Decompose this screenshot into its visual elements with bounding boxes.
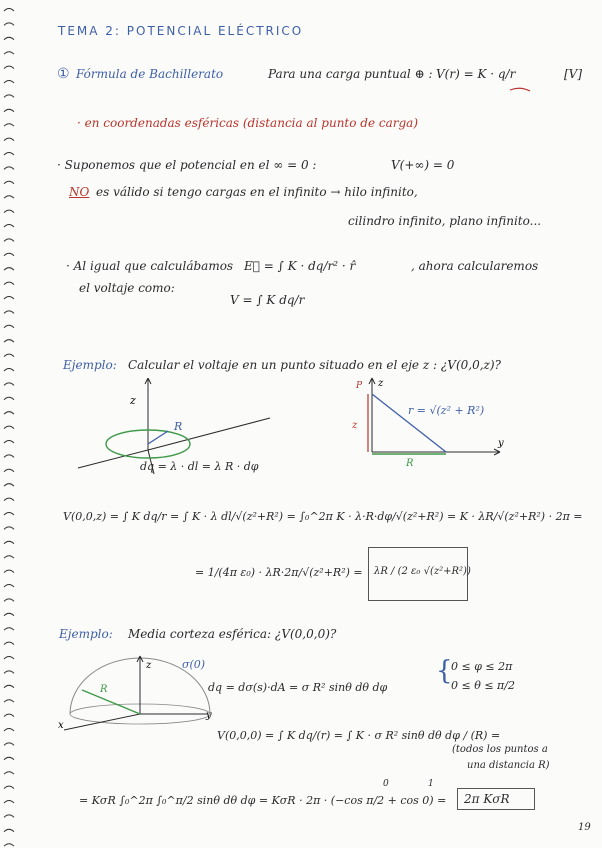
hemi-r-label: R (100, 684, 108, 695)
example1-label: Ejemplo: (63, 358, 117, 372)
volt-unit: [V] (564, 67, 583, 81)
red-underline (508, 86, 532, 94)
spiral-hole (4, 772, 14, 775)
spiral-hole (4, 700, 14, 703)
spiral-hole (4, 441, 14, 444)
shell-equation-2: = KσR ∫₀^2π ∫₀^π/2 sinθ dθ dφ = KσR · 2π · (−cos π/2 + cos 0) = (79, 794, 447, 807)
spiral-hole (4, 297, 14, 300)
spiral-binding (0, 0, 30, 848)
ring-equation-2: = 1/(4π ε₀) · λR·2π/√(z²+R²) = (195, 566, 363, 579)
hemi-x-label: x (58, 720, 64, 731)
triangle-r-base: R (406, 458, 414, 468)
phi-limits: 0 ≤ φ ≤ 2π (451, 660, 513, 673)
theta-limits: 0 ≤ θ ≤ π/2 (451, 679, 515, 692)
triangle-hypotenuse: r = √(z² + R²) (408, 404, 485, 417)
potential-formula: V(r) = K · q/r (436, 67, 516, 81)
ring-result: λR / (2 ε₀ √(z²+R²)) (374, 566, 471, 577)
spiral-hole (4, 253, 14, 256)
spiral-hole (4, 628, 14, 631)
spiral-hole (4, 282, 14, 285)
spiral-hole (4, 657, 14, 660)
spiral-hole (4, 325, 14, 328)
spiral-hole (4, 23, 14, 26)
spiral-hole (4, 469, 14, 472)
spiral-hole (4, 484, 14, 487)
cancel-one: 1 (428, 779, 434, 789)
spiral-hole (4, 52, 14, 55)
spiral-hole (4, 354, 14, 357)
efield-integral: E⃗ = ∫ K · dq/r² · r̂ (244, 259, 356, 273)
spiral-hole (4, 37, 14, 40)
spiral-hole (4, 801, 14, 804)
spiral-hole (4, 498, 14, 501)
spiral-hole (4, 109, 14, 112)
no-label: NO (69, 185, 90, 199)
spiral-hole (4, 541, 14, 544)
all-points-note-2: una distancia R) (467, 760, 550, 771)
spiral-hole (4, 81, 14, 84)
spiral-hole (4, 757, 14, 760)
sigma-label: σ(0) (182, 658, 206, 671)
ring-equation-1: V(0,0,z) = ∫ K dq/r = ∫ K · λ dl/√(z²+R²) = ∫₀^2π K · λ·R·dφ/√(z²+R²) = K · λR/√(z²+R²) · 2π = (63, 510, 583, 523)
spiral-hole (4, 743, 14, 746)
spiral-hole (4, 225, 14, 228)
spiral-hole (4, 844, 14, 847)
triangle-z-side: z (352, 420, 358, 431)
hemi-y-label: y (206, 710, 212, 721)
example2-statement: Media corteza esférica: ¿V(0,0,0)? (128, 627, 337, 641)
hemi-z-label: z (146, 660, 152, 671)
spiral-hole (4, 167, 14, 170)
spiral-hole (4, 196, 14, 199)
spiral-hole (4, 599, 14, 602)
spiral-hole (4, 66, 14, 69)
voltage-integral: V = ∫ K dq/r (230, 293, 305, 307)
spiral-hole (4, 455, 14, 458)
spiral-hole (4, 613, 14, 616)
limits-brace: { (436, 656, 453, 686)
example2-label: Ejemplo: (59, 627, 113, 641)
point-p-label: P (356, 381, 363, 391)
section-heading: Fórmula de Bachillerato (76, 67, 224, 81)
spiral-hole (4, 714, 14, 717)
shell-equation-1: V(0,0,0) = ∫ K dq/(r) = ∫ K · σ R² sinθ dθ dφ / (R) = (217, 729, 501, 742)
spiral-hole (4, 181, 14, 184)
ring-z-label: z (130, 394, 136, 407)
spherical-note: · en coordenadas esféricas (distancia al punto de carga) (77, 116, 419, 130)
triangle-z-axis: z (378, 378, 384, 389)
spiral-hole (4, 685, 14, 688)
spiral-hole (4, 311, 14, 314)
shell-dq: dq = dσ(s)·dA = σ R² sinθ dθ dφ (208, 681, 388, 694)
spiral-hole (4, 729, 14, 732)
zero-at-infinity-text: · Suponemos que el potencial en el ∞ = 0 : (57, 158, 317, 172)
now-text: , ahora calcularemos (411, 259, 539, 273)
spiral-hole (4, 124, 14, 127)
section-index: ① (57, 66, 70, 82)
spiral-hole (4, 210, 14, 213)
spiral-hole (4, 268, 14, 271)
ring-dq-label: dq = λ · dl = λ R · dφ (140, 460, 259, 473)
spiral-hole (4, 397, 14, 400)
spiral-hole (4, 9, 14, 12)
ring-r-label: R (174, 420, 183, 433)
infinite-examples: cilindro infinito, plano infinito... (348, 214, 542, 228)
spiral-hole (4, 642, 14, 645)
spiral-hole (4, 95, 14, 98)
triangle-y-axis: y (498, 438, 504, 449)
spiral-hole (4, 412, 14, 415)
spiral-hole (4, 829, 14, 832)
spiral-hole (4, 426, 14, 429)
as-before-text: · Al igual que calculábamos (66, 259, 234, 273)
not-valid-text: es válido si tengo cargas en el infinito → hilo infinito, (96, 185, 418, 199)
spiral-hole (4, 138, 14, 141)
spiral-hole (4, 340, 14, 343)
shell-result: 2π KσR (464, 792, 510, 806)
page-number: 19 (578, 822, 591, 833)
spiral-hole (4, 786, 14, 789)
spiral-hole (4, 570, 14, 573)
voltage-as-text: el voltaje como: (79, 281, 175, 295)
triangle-diagram (350, 372, 510, 468)
cancel-zero: 0 (383, 779, 389, 789)
zero-at-infinity-formula: V(+∞) = 0 (391, 158, 455, 172)
spiral-hole (4, 369, 14, 372)
spiral-hole (4, 585, 14, 588)
spiral-hole (4, 513, 14, 516)
spiral-hole (4, 815, 14, 818)
spiral-hole (4, 239, 14, 242)
spiral-hole (4, 153, 14, 156)
all-points-note-1: (todos los puntos a (452, 744, 548, 755)
spiral-hole (4, 671, 14, 674)
example1-statement: Calcular el voltaje en un punto situado en el eje z : ¿V(0,0,z)? (128, 358, 501, 372)
spiral-hole (4, 556, 14, 559)
spiral-hole (4, 527, 14, 530)
page-title: TEMA 2: POTENCIAL ELÉCTRICO (58, 24, 304, 38)
point-charge-intro: Para una carga puntual ⊕ : (268, 67, 433, 81)
spiral-hole (4, 383, 14, 386)
